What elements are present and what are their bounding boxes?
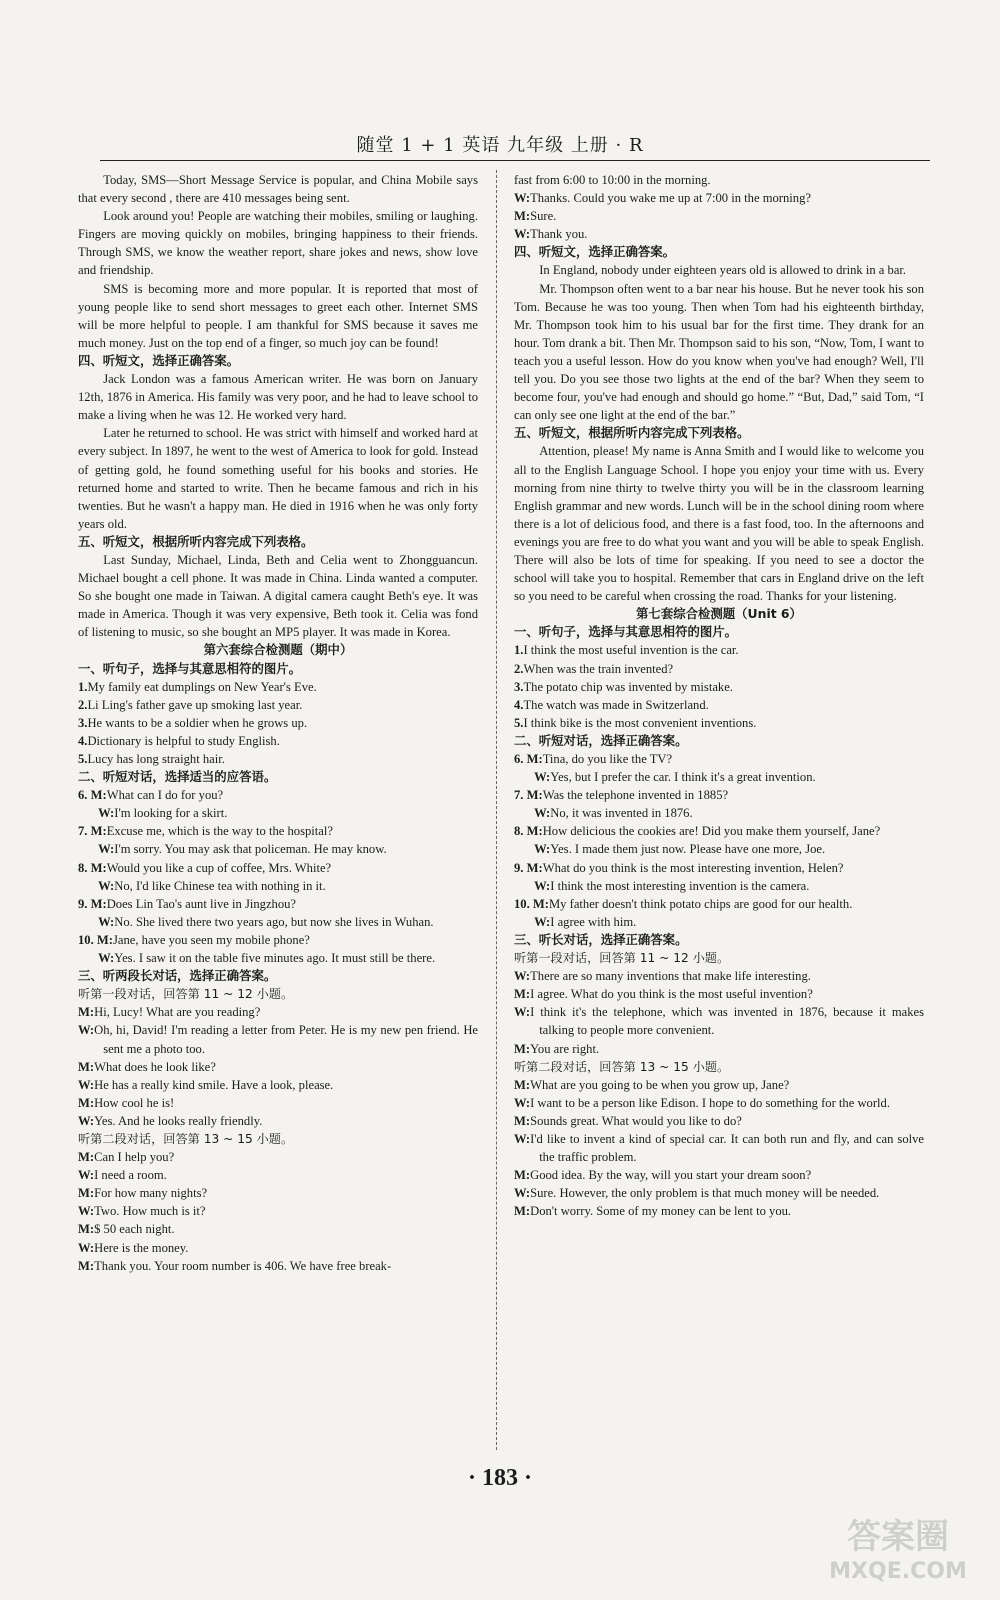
transcript-line xyxy=(514,641,924,659)
speaker-label: 3. xyxy=(78,715,88,730)
line-text: Dictionary is helpful to study English. xyxy=(87,733,280,748)
line-text: The watch was made in Switzerland. xyxy=(523,697,709,712)
transcript-line xyxy=(78,1003,478,1021)
speaker-label: 1. xyxy=(78,679,88,694)
line-text: Here is the money. xyxy=(94,1240,189,1255)
speaker-label: W: xyxy=(534,914,551,929)
speaker-label: 7. M: xyxy=(514,788,543,803)
line-text: There are so many inventions that make life interesting. xyxy=(530,969,811,984)
line-text: I want to be a person like Edison. I hope to do something for the world. xyxy=(530,1095,890,1110)
line-text: What can I do for you? xyxy=(106,788,224,803)
section-heading: 一、听句子，选择与其意思相符的图片。 xyxy=(514,624,738,640)
paragraph: Attention, please! My name is Anna Smith and I would like to welcome you all to the English Language School. I hope you enjoy your time with us. Every morning from nine thirty to twelve thirty you will be in the classroom learning English grammar and new words. Lunch will be in the school dining room where there is a lot of delicious food, and there is a fast food, too. In the afternoons and evenings you are free to do what you want and you will be able to speak English. There will also be lots of time for speaking. If you need to see a doctor the school will take you to hospital. Remember that cars in England drive on the left so you need to be careful when crossing the road. Thanks for your listening. xyxy=(514,444,924,604)
section-heading: 二、听短对话，选择正确答案。 xyxy=(514,732,688,748)
transcript-line xyxy=(514,1112,924,1130)
speaker-label: W: xyxy=(78,1113,95,1128)
line-text: My family eat dumplings on New Year's Eve. xyxy=(87,679,317,694)
paragraph: SMS is becoming more and more popular. It is reported that most of young people like to send short messages to greet each other. Internet SMS will be more helpful to people. I am thankful for SMS because it saves me much money. Just on the top end of a finger, so much joy can be found! xyxy=(78,281,478,350)
speaker-label: W: xyxy=(514,191,531,206)
transcript-line xyxy=(514,696,924,714)
line-text: No. She lived there two years ago, but now she lives in Wuhan. xyxy=(114,914,434,929)
transcript-line xyxy=(78,1021,478,1057)
speaker-label: W: xyxy=(514,969,531,984)
transcript-line xyxy=(514,967,924,985)
section-heading: 四、听短文，选择正确答案。 xyxy=(514,244,676,260)
speaker-label: 3. xyxy=(514,679,524,694)
line-text: Sure. xyxy=(530,209,557,224)
transcript-line xyxy=(514,859,924,877)
transcript-line xyxy=(514,714,924,732)
speaker-label: W: xyxy=(514,1186,531,1201)
line-text: I'd like to invent a kind of special car. It can both run and fly, and can solve the traffic problem. xyxy=(530,1131,924,1165)
line-text: My father doesn't think potato chips are good for our health. xyxy=(548,896,853,911)
svg-text:答案圈: 答案圈 xyxy=(847,1517,949,1557)
response-line xyxy=(514,877,924,895)
speaker-label: 6. M: xyxy=(78,788,107,803)
page-number: · 183 · xyxy=(467,1465,532,1491)
transcript-line xyxy=(78,1058,478,1076)
response-line xyxy=(78,840,478,858)
transcript-line xyxy=(514,1003,924,1039)
speaker-label: W: xyxy=(514,227,531,242)
line-text: I think it's the telephone, which was invented in 1876, because it makes talking to people more convenient. xyxy=(530,1005,924,1038)
speaker-label: W: xyxy=(98,842,115,857)
paragraph: In England, nobody under eighteen years old is allowed to drink in a bar. xyxy=(539,263,907,278)
transcript-line xyxy=(514,750,924,768)
speaker-label: W: xyxy=(514,1005,531,1020)
line-text: How delicious the cookies are! Did you make them yourself, Jane? xyxy=(542,824,881,839)
speaker-label: W: xyxy=(98,878,115,893)
transcript-line xyxy=(514,985,924,1003)
line-text: $ 50 each night. xyxy=(94,1222,175,1237)
transcript-line xyxy=(78,859,478,877)
speaker-label: 2. xyxy=(514,661,524,676)
transcript-line xyxy=(78,732,478,750)
speaker-label: 4. xyxy=(514,697,524,712)
response-line xyxy=(78,877,478,895)
transcript-line xyxy=(78,1184,478,1202)
speaker-label: W: xyxy=(98,914,115,929)
line-text: What does he look like? xyxy=(94,1059,216,1074)
line-text: When was the train invented? xyxy=(523,661,674,676)
line-text: Thank you. Your room number is 406. We have free break- xyxy=(94,1258,392,1273)
line-text: I'm looking for a skirt. xyxy=(114,806,228,821)
transcript-line xyxy=(514,1202,924,1220)
speaker-label: 6. M: xyxy=(514,752,543,766)
instruction-note: 听第二段对话，回答第 13 ~ 15 小题。 xyxy=(78,1131,294,1146)
transcript-line xyxy=(78,931,478,949)
paragraph: Mr. Thompson often went to a bar near his house. But he never took his son Tom. Because he was too young. Then when Tom had his eighteenth birthday, Mr. Thompson took him to his usual bar for the first time. They drank for an hour. Tom drank a bit. Then Mr. Thompson said to his son, “Now, Tom, I want to teach you a useful lesson. How do you know when you've had enough? Well, I'll tell you. Do you see those two lights at the end of the bar? When they seem to become four, you've had enough and should go home.” “But, Dad,” said Tom, “I can only see one light at the end of the bar.” xyxy=(514,281,924,423)
speaker-label: M: xyxy=(514,1077,531,1092)
transcript-line xyxy=(514,225,924,243)
section-heading: 一、听句子，选择与其意思相符的图片。 xyxy=(78,660,302,676)
line-text: Excuse me, which is the way to the hospital? xyxy=(106,824,333,839)
speaker-label: M: xyxy=(514,1041,531,1056)
line-text: Hi, Lucy! What are you reading? xyxy=(94,1005,261,1020)
line-text: He wants to be a soldier when he grows up. xyxy=(87,715,308,730)
speaker-label: M: xyxy=(514,1168,531,1183)
speaker-label: 5. xyxy=(514,715,524,730)
line-text: I agree. What do you think is the most useful invention? xyxy=(530,987,813,1002)
test-set-title: 第七套综合检测题（Unit 6） xyxy=(636,606,802,622)
line-text: Don't worry. Some of my money can be lent to you. xyxy=(530,1204,792,1219)
speaker-label: W: xyxy=(514,1095,531,1110)
line-text: Sounds great. What would you like to do? xyxy=(530,1113,742,1128)
line-text: He has a really kind smile. Have a look, please. xyxy=(94,1077,334,1092)
transcript-line xyxy=(78,1239,478,1257)
transcript-line xyxy=(514,1040,924,1058)
instruction-note: 听第一段对话，回答第 11 ~ 12 小题。 xyxy=(78,987,294,1002)
watermark-logo xyxy=(808,1510,988,1590)
line-text: Yes, but I prefer the car. I think it's a great invention. xyxy=(550,770,816,785)
line-text: Would you like a cup of coffee, Mrs. White? xyxy=(106,860,332,875)
speaker-label: 10. M: xyxy=(514,896,549,911)
line-text: Tina, do you like the TV? xyxy=(542,752,673,766)
transcript-line xyxy=(78,714,478,732)
transcript-line xyxy=(514,895,924,913)
transcript-line xyxy=(78,1112,478,1130)
transcript-line xyxy=(514,189,924,207)
right-column xyxy=(514,171,924,1220)
speaker-label: W: xyxy=(78,1240,95,1255)
line-text: Jane, have you seen my mobile phone? xyxy=(112,932,310,947)
transcript-line xyxy=(514,1166,924,1184)
line-text: Yes. I made them just now. Please have one more, Joe. xyxy=(550,842,826,857)
paragraph: Last Sunday, Michael, Linda, Beth and Celia went to Zhongguancun. Michael bought a cell phone. It was made in China. Linda wanted a computer. So she bought one made in Taiwan. A digital camera caught Beth's eye. It was made in America. Though it was very expensive, Beth took it. Celia was fond of listening to music, so she bought an MP5 player. It was made in Korea. xyxy=(78,552,478,640)
speaker-label: M: xyxy=(514,1113,531,1128)
line-text: How cool he is! xyxy=(94,1095,175,1110)
paragraph: Later he returned to school. He was strict with himself and worked hard at every subject. In 1897, he went to the west of America to look for gold. Instead of getting gold, he found something useful for his books and stories. He returned home and started to write. Then he became famous and rich in his twenties. But he wasn't a happy man. He died in 1916 when he was only forty years old. xyxy=(78,426,478,531)
speaker-label: 1. xyxy=(514,643,524,658)
speaker-label: W: xyxy=(78,1204,95,1219)
transcript-line xyxy=(78,822,478,840)
speaker-label: 10. M: xyxy=(78,932,113,947)
line-text: Thank you. xyxy=(530,227,588,242)
response-line xyxy=(78,913,478,931)
line-text: Lucy has long straight hair. xyxy=(87,752,225,766)
speaker-label: W: xyxy=(534,878,551,893)
line-text: No, it was invented in 1876. xyxy=(550,806,693,821)
line-text: Was the telephone invented in 1885? xyxy=(542,788,729,803)
transcript-line xyxy=(514,678,924,696)
section-heading: 二、听短对话，选择适当的应答语。 xyxy=(78,769,277,785)
transcript-line xyxy=(514,786,924,804)
speaker-label: W: xyxy=(534,806,551,821)
paragraph: Jack London was a famous American writer. He was born on January 12th, 1876 in America. His family was very poor, and he had to leave school to make a living when he was 12. He worked very hard. xyxy=(78,372,478,423)
line-text: Does Lin Tao's aunt live in Jingzhou? xyxy=(106,896,297,911)
line-text: Good idea. By the way, will you start your dream soon? xyxy=(530,1168,812,1183)
response-line xyxy=(78,949,478,967)
line-text: I'm sorry. You may ask that policeman. He may know. xyxy=(114,842,387,857)
transcript-line xyxy=(514,1184,924,1202)
paragraph: Today, SMS—Short Message Service is popular, and China Mobile says that every second , there are 410 messages being sent. xyxy=(78,173,478,206)
speaker-label: M: xyxy=(78,1059,95,1074)
line-text: I think the most interesting invention is the camera. xyxy=(550,878,810,893)
paragraph: fast from 6:00 to 10:00 in the morning. xyxy=(514,173,711,187)
line-text: What are you going to be when you grow up, Jane? xyxy=(530,1077,790,1092)
line-text: The potato chip was invented by mistake. xyxy=(523,679,733,694)
transcript-line xyxy=(78,1257,478,1275)
instruction-note: 听第一段对话，回答第 11 ~ 12 小题。 xyxy=(514,951,730,966)
transcript-line xyxy=(78,1094,478,1112)
speaker-label: W: xyxy=(98,951,115,966)
line-text: What do you think is the most interesting invention, Helen? xyxy=(542,860,844,875)
svg-text:MXQE.COM: MXQE.COM xyxy=(829,1559,967,1584)
paragraph: Look around you! People are watching their mobiles, smiling or laughing. Fingers are moving quickly on mobiles, bringing happiness to their friends. Through SMS, we know the weather report, share jokes and news, show love and friendship. xyxy=(78,209,478,278)
instruction-note: 听第二段对话，回答第 13 ~ 15 小题。 xyxy=(514,1059,730,1074)
speaker-label: M: xyxy=(78,1150,95,1165)
speaker-label: W: xyxy=(98,806,115,821)
speaker-label: W: xyxy=(534,842,551,857)
speaker-label: W: xyxy=(514,1131,531,1146)
column-divider xyxy=(496,170,497,1450)
speaker-label: 4. xyxy=(78,733,88,748)
transcript-line xyxy=(78,1220,478,1238)
response-line xyxy=(514,804,924,822)
speaker-label: M: xyxy=(78,1258,95,1273)
line-text: You are right. xyxy=(530,1041,600,1056)
line-text: Sure. However, the only problem is that much money will be needed. xyxy=(530,1186,880,1201)
speaker-label: 5. xyxy=(78,752,88,766)
speaker-label: M: xyxy=(78,1095,95,1110)
line-text: Li Ling's father gave up smoking last year. xyxy=(87,697,303,712)
speaker-label: 9. M: xyxy=(514,860,543,875)
section-heading: 四、听短文，选择正确答案。 xyxy=(78,352,240,368)
line-text: Yes. And he looks really friendly. xyxy=(94,1113,263,1128)
speaker-label: W: xyxy=(78,1168,95,1183)
line-text: Yes. I saw it on the table five minutes ago. It must still be there. xyxy=(114,951,436,966)
speaker-label: W: xyxy=(78,1077,95,1092)
speaker-label: M: xyxy=(78,1186,95,1201)
line-text: I need a room. xyxy=(94,1168,167,1183)
line-text: I think the most useful invention is the car. xyxy=(523,643,739,658)
transcript-line xyxy=(78,1076,478,1094)
speaker-label: 7. M: xyxy=(78,824,107,839)
speaker-label: 8. M: xyxy=(78,860,107,875)
transcript-line xyxy=(514,1094,924,1112)
line-text: I think bike is the most convenient inventions. xyxy=(523,715,757,730)
left-column xyxy=(78,171,478,1275)
transcript-line xyxy=(78,786,478,804)
transcript-line xyxy=(78,678,478,696)
speaker-label: M: xyxy=(78,1222,95,1237)
transcript-line xyxy=(78,1166,478,1184)
section-heading: 三、听长对话，选择正确答案。 xyxy=(514,931,688,947)
test-set-title: 第六套综合检测题（期中） xyxy=(203,642,353,658)
transcript-line xyxy=(514,1130,924,1166)
transcript-line xyxy=(514,1076,924,1094)
section-heading: 五、听短文，根据所听内容完成下列表格。 xyxy=(78,533,314,549)
transcript-line xyxy=(514,822,924,840)
transcript-line xyxy=(78,1202,478,1220)
line-text: Two. How much is it? xyxy=(94,1204,206,1219)
line-text: Oh, hi, David! I'm reading a letter from Peter. He is my new pen friend. He sent me a photo too. xyxy=(94,1023,478,1056)
line-text: No, I'd like Chinese tea with nothing in it. xyxy=(114,878,326,893)
speaker-label: W: xyxy=(78,1023,95,1038)
speaker-label: M: xyxy=(514,209,531,224)
transcript-line xyxy=(78,895,478,913)
line-text: Thanks. Could you wake me up at 7:00 in the morning? xyxy=(530,191,811,206)
speaker-label: 9. M: xyxy=(78,896,107,911)
line-text: For how many nights? xyxy=(94,1186,208,1201)
transcript-line xyxy=(78,696,478,714)
speaker-label: 2. xyxy=(78,697,88,712)
response-line xyxy=(514,913,924,931)
speaker-label: M: xyxy=(514,1204,531,1219)
transcript-line xyxy=(78,750,478,768)
transcript-line xyxy=(514,660,924,678)
header-rule xyxy=(100,160,930,161)
speaker-label: 8. M: xyxy=(514,824,543,839)
line-text: Can I help you? xyxy=(94,1150,175,1165)
transcript-line xyxy=(514,207,924,225)
response-line xyxy=(514,840,924,858)
response-line xyxy=(78,804,478,822)
transcript-line xyxy=(78,1148,478,1166)
line-text: I agree with him. xyxy=(550,914,637,929)
response-line xyxy=(514,768,924,786)
page-header: 随堂 1 + 1 英语 九年级 上册 · R xyxy=(356,135,644,156)
speaker-label: M: xyxy=(78,1005,95,1020)
speaker-label: M: xyxy=(514,987,531,1002)
speaker-label: W: xyxy=(534,770,551,785)
section-heading: 三、听两段长对话，选择正确答案。 xyxy=(78,968,277,984)
section-heading: 五、听短文，根据所听内容完成下列表格。 xyxy=(514,425,750,441)
